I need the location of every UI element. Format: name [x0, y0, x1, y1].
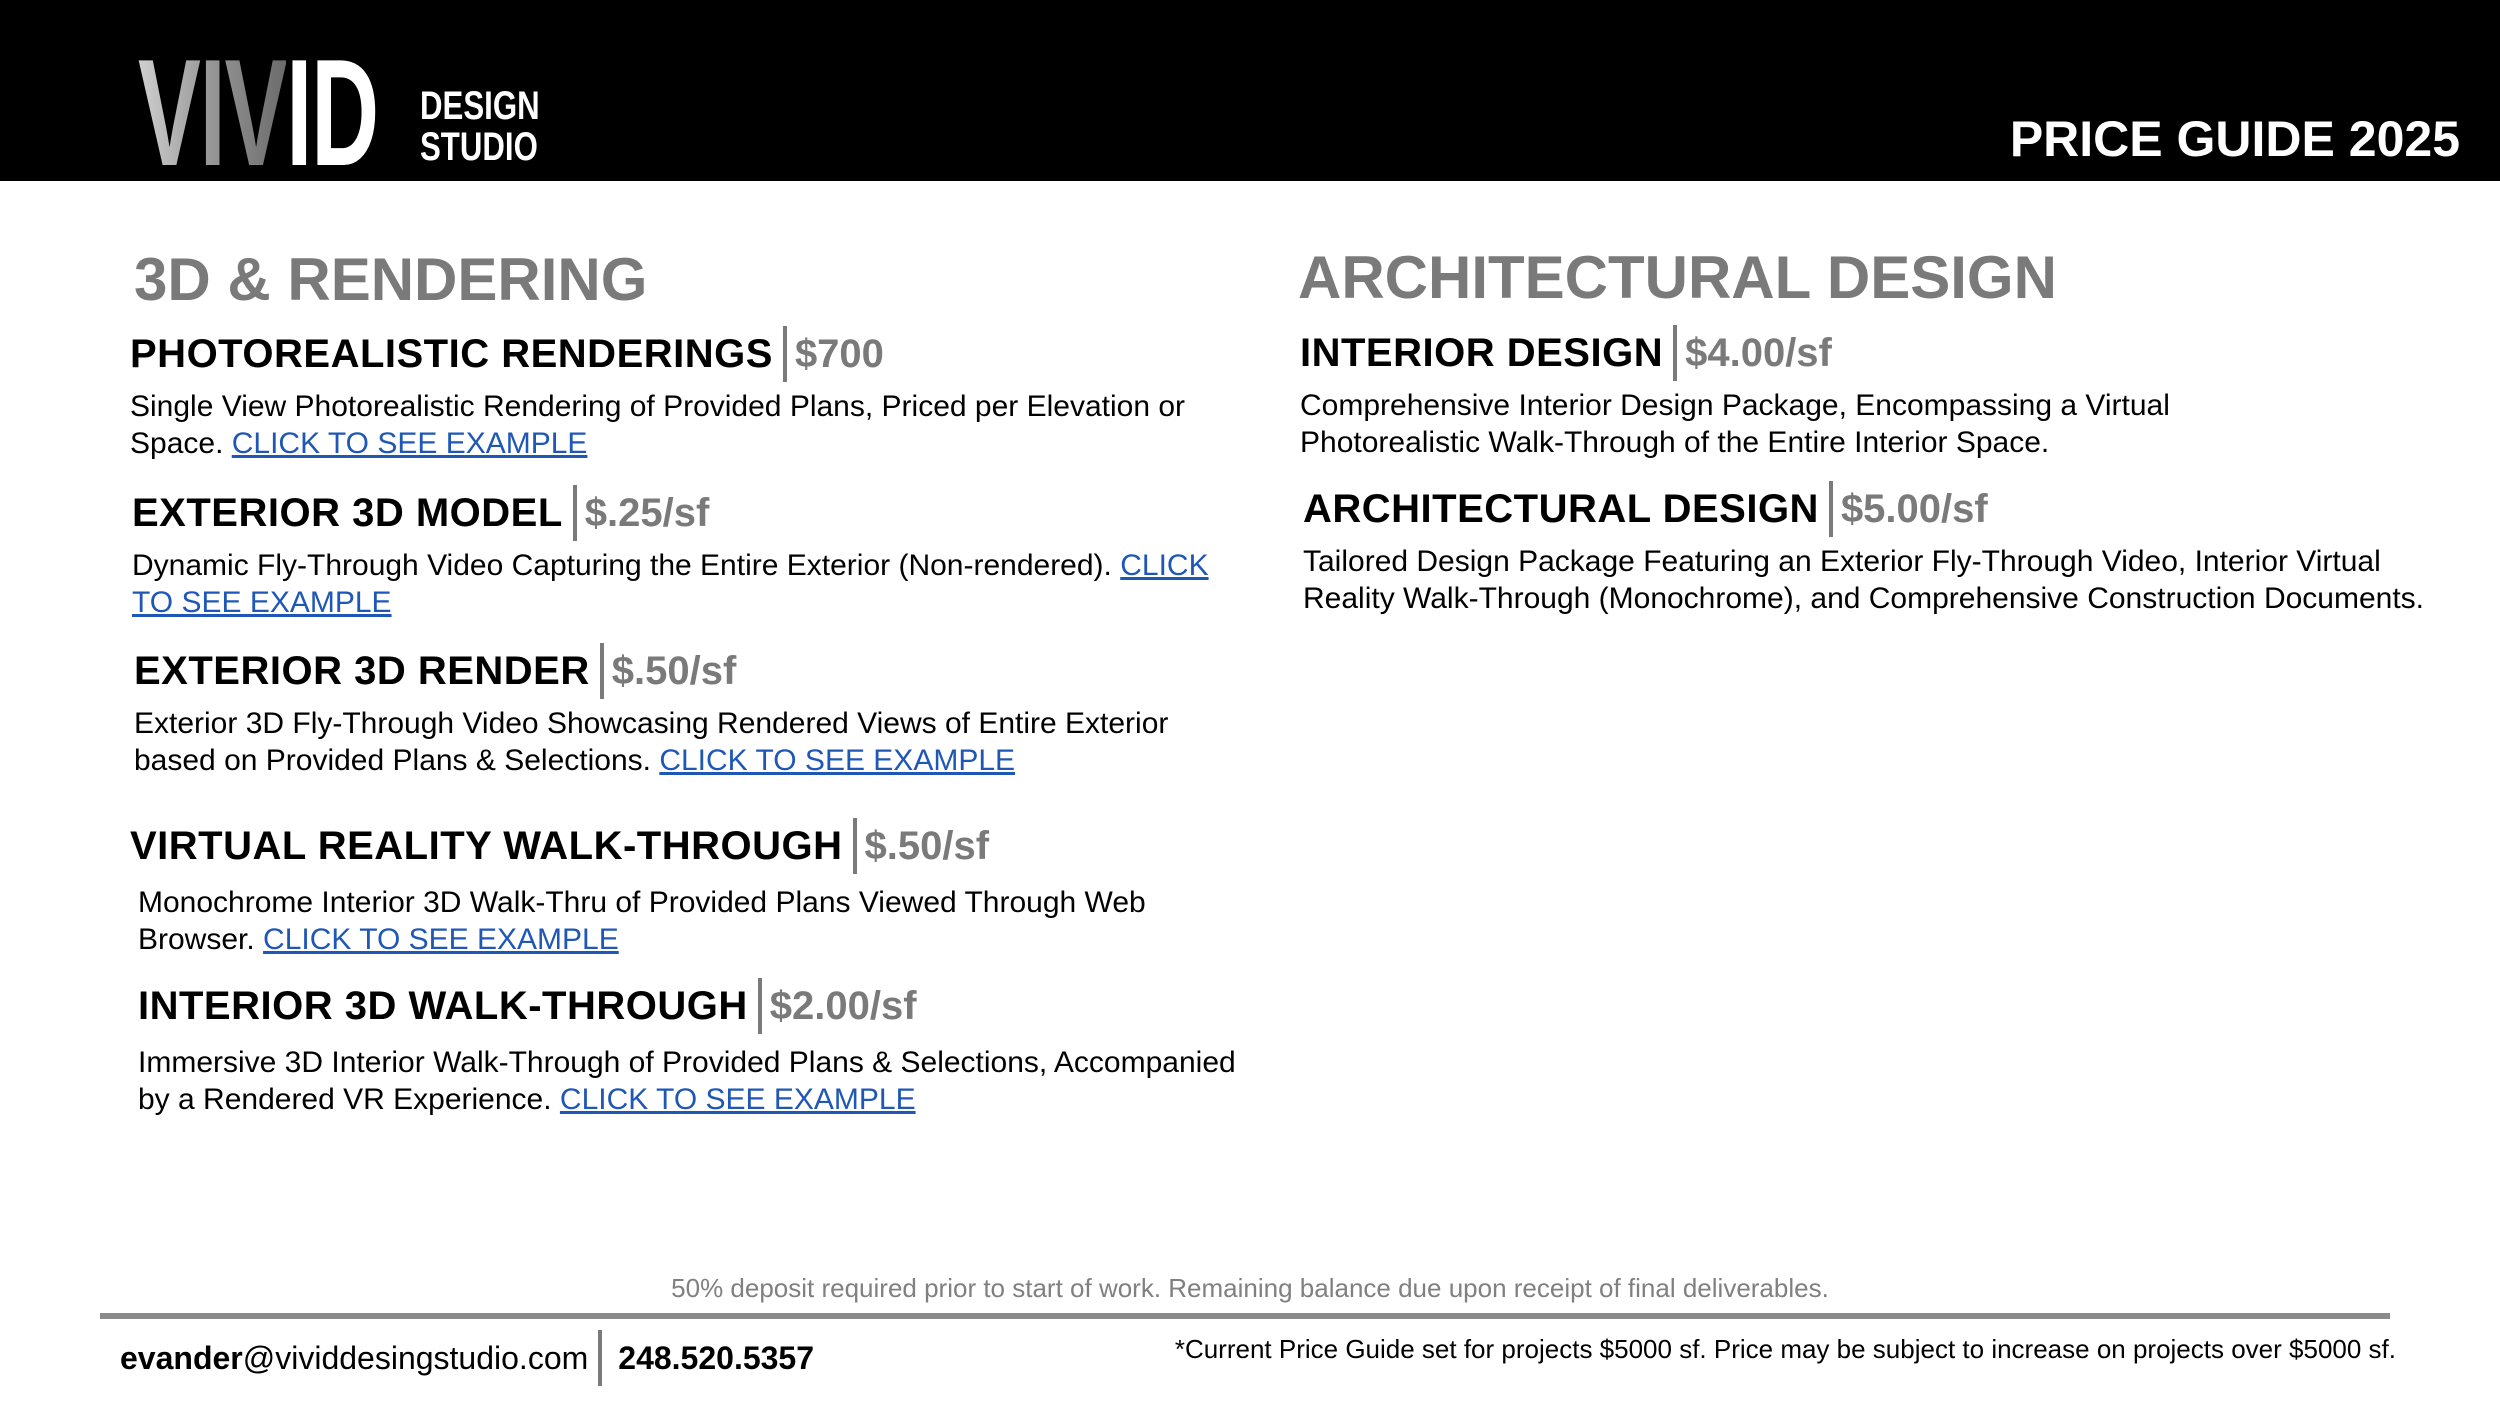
service-photorealistic-renderings: [130, 326, 1250, 462]
divider: [1829, 481, 1833, 537]
service-description: Exterior 3D Fly-Through Video Showcasing Rendered Views of Entire Exterior based on Provided Plans & Selections. CLICK TO SEE EXAMPLE: [134, 707, 1169, 777]
footer-divider: [100, 1313, 2390, 1319]
service-architectural-design: [1303, 481, 2443, 617]
service-name: EXTERIOR 3D RENDER: [134, 649, 590, 693]
header-bar: [0, 0, 2500, 198]
divider: [600, 643, 604, 699]
service-description: Comprehensive Interior Design Package, Encompassing a Virtual Photorealistic Walk-Through of the Entire Interior Space.: [1300, 389, 2170, 459]
service-name: INTERIOR DESIGN: [1300, 331, 1664, 375]
service-price: $2.00/sf: [769, 984, 917, 1028]
divider: [598, 1330, 602, 1386]
divider: [758, 978, 762, 1034]
service-name: EXTERIOR 3D MODEL: [132, 491, 563, 535]
service-name: PHOTOREALISTIC RENDERINGS: [130, 332, 773, 376]
service-name: VIRTUAL REALITY WALK-THROUGH: [130, 824, 843, 868]
example-link[interactable]: CLICK TO SEE EXAMPLE: [559, 1083, 916, 1116]
service-description: Immersive 3D Interior Walk-Through of Provided Plans & Selections, Accompanied by a Rendered VR Experience. CLICK TO SEE EXAMPLE: [138, 1046, 1236, 1116]
service-description: Monochrome Interior 3D Walk-Thru of Provided Plans Viewed Through Web Browser. CLICK TO SEE EXAMPLE: [138, 886, 1146, 956]
service-name: ARCHITECTURAL DESIGN: [1303, 487, 1819, 531]
example-link[interactable]: CLICK TO SEE EXAMPLE: [231, 427, 588, 460]
service-description: Tailored Design Package Featuring an Exterior Fly-Through Video, Interior Virtual Reality Walk-Through (Monochrome), and Comprehensive Construction Documents.: [1303, 545, 2425, 615]
service-interior-design: [1300, 325, 2260, 461]
section-title-architectural-design: ARCHITECTURAL DESIGN: [1298, 244, 2057, 311]
service-description: Single View Photorealistic Rendering of Provided Plans, Priced per Elevation or Space. CLICK TO SEE EXAMPLE: [130, 390, 1186, 460]
deposit-note: 50% deposit required prior to start of work. Remaining balance due upon receipt of final deliverables.: [671, 1273, 1829, 1303]
service-interior-3d-walk-through: [138, 978, 1238, 1118]
service-name: INTERIOR 3D WALK-THROUGH: [138, 984, 748, 1028]
email-link[interactable]: evander@vividdesingstudio.com: [120, 1339, 589, 1376]
service-exterior-3d-model: [132, 485, 1252, 621]
phone-number[interactable]: 248.520.5357: [618, 1339, 815, 1376]
contact-info: [120, 1330, 814, 1386]
price-guide-title: PRICE GUIDE 2025: [2009, 111, 2460, 167]
service-price: $.25/sf: [584, 491, 710, 535]
section-title-3d-rendering: 3D & RENDERING: [134, 246, 648, 313]
example-link[interactable]: CLICK TO SEE EXAMPLE: [263, 923, 619, 956]
divider: [1673, 325, 1677, 381]
example-link[interactable]: CLICK TO SEE EXAMPLE: [132, 549, 1209, 619]
service-virtual-reality-walk-through: [130, 818, 1160, 958]
divider: [783, 326, 787, 382]
service-price: $.50/sf: [864, 824, 990, 868]
service-price: $700: [794, 332, 884, 376]
logo-subtitle: DESIGN STUDIO: [420, 84, 540, 169]
divider: [853, 818, 857, 874]
example-link[interactable]: CLICK TO SEE EXAMPLE: [659, 744, 1016, 777]
service-price: $.50/sf: [611, 649, 737, 693]
logo-wordmark: VIVID: [138, 28, 378, 198]
price-disclaimer: *Current Price Guide set for projects $5000 sf. Price may be subject to increase on projects over $5000 sf.: [1174, 1334, 2396, 1364]
divider: [573, 485, 577, 541]
service-price: $4.00/sf: [1685, 331, 1832, 375]
service-price: $5.00/sf: [1840, 487, 1988, 531]
service-description: Dynamic Fly-Through Video Capturing the Entire Exterior (Non-rendered). CLICK TO SEE EXAMPLE: [132, 549, 1209, 619]
service-exterior-3d-render: [134, 643, 1254, 779]
